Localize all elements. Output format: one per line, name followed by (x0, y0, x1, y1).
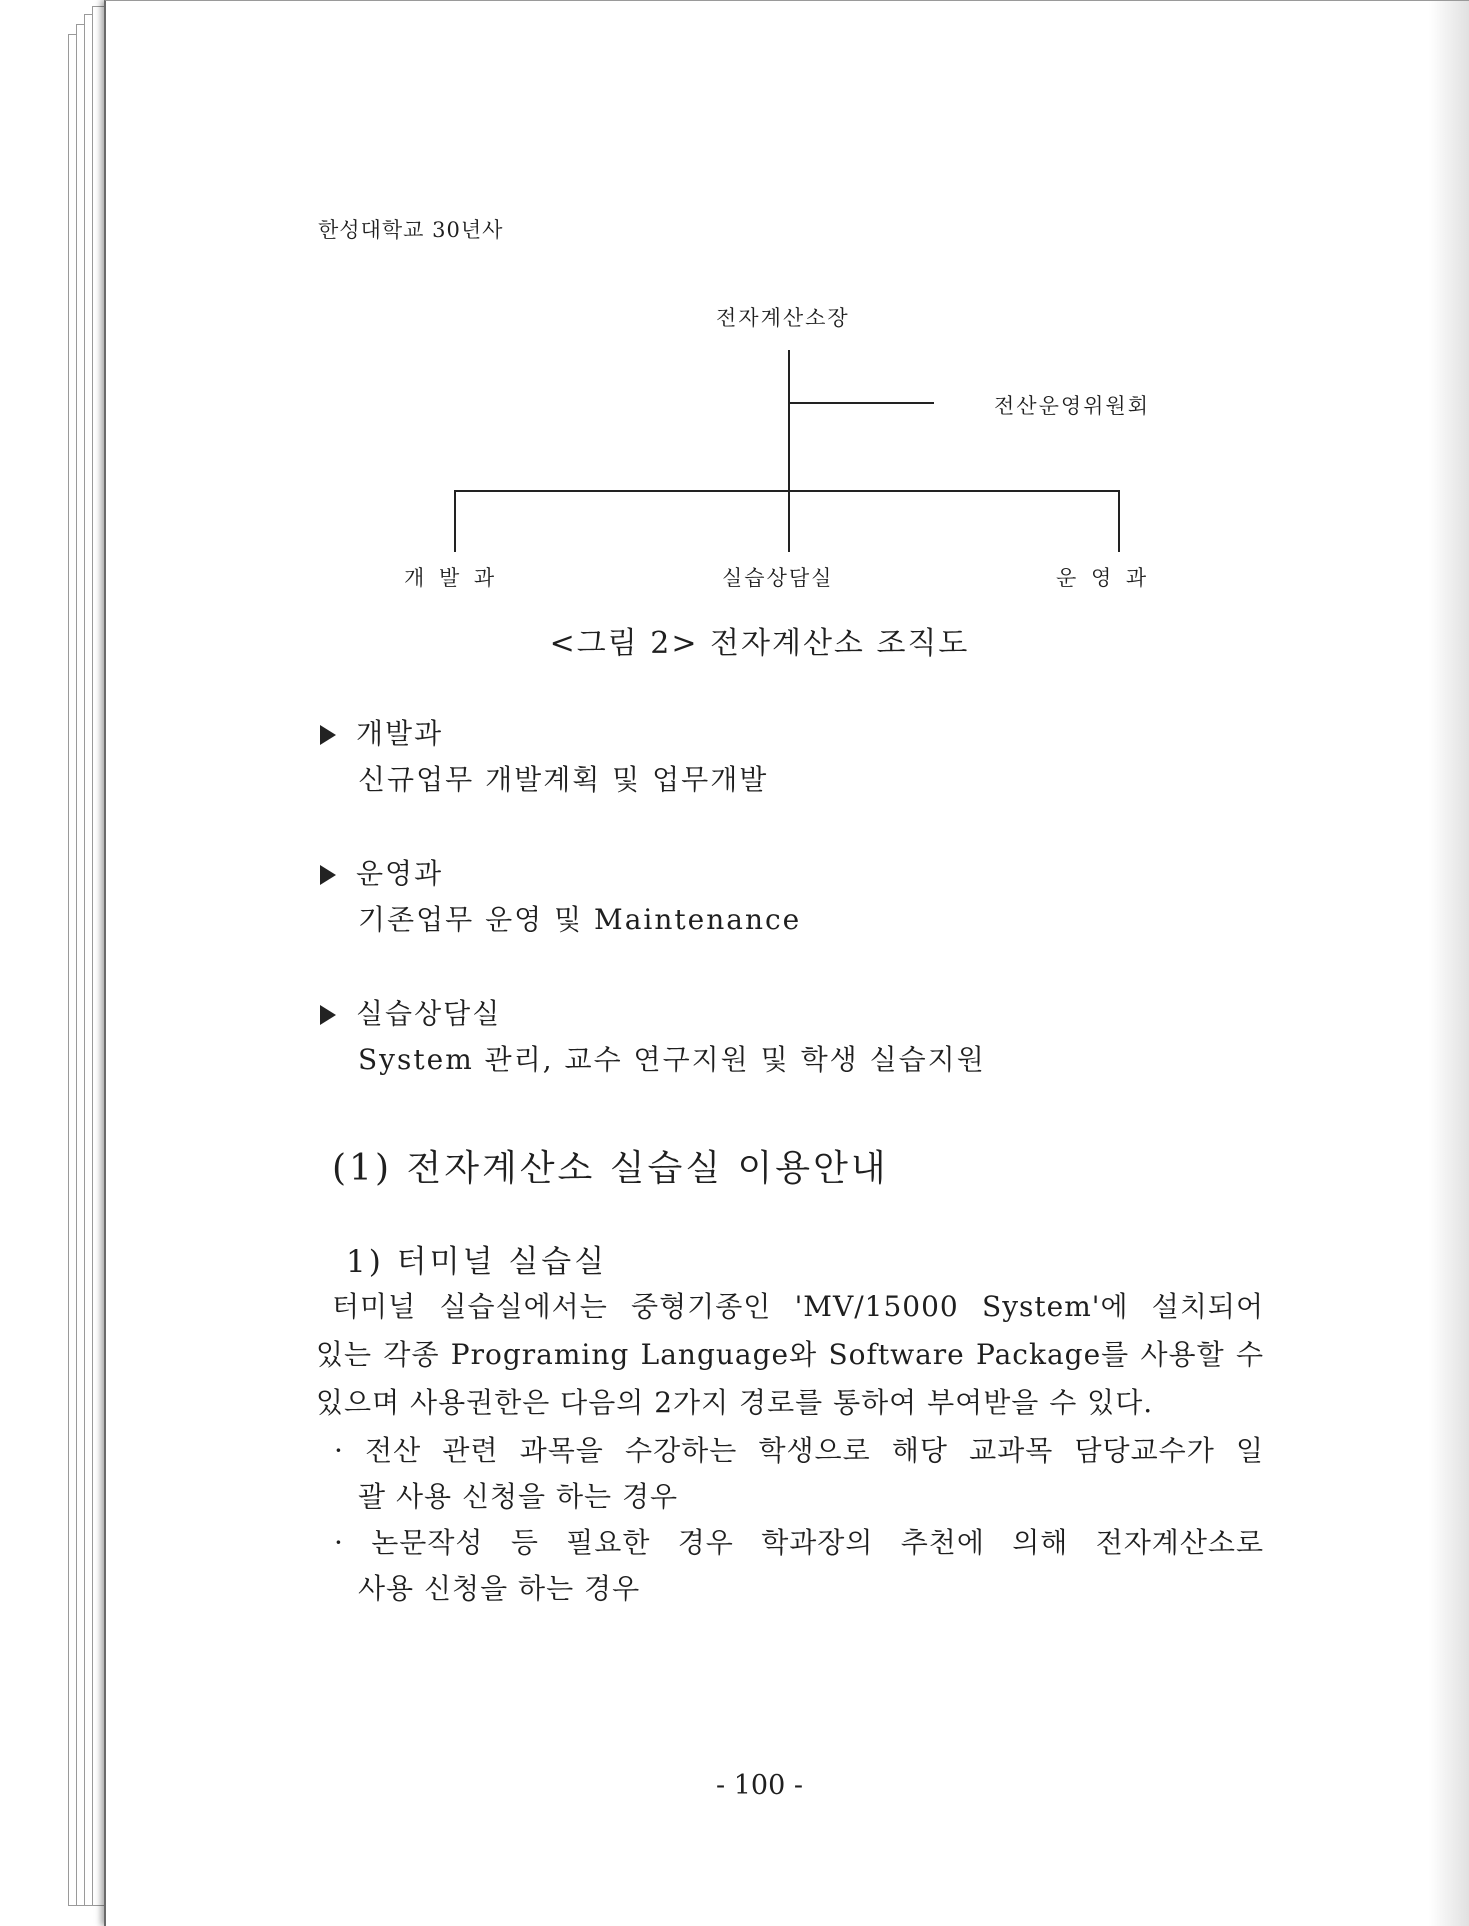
bullet-description: System 관리, 교수 연구지원 및 학생 실습지원 (358, 1043, 986, 1076)
document-page (104, 0, 1469, 1926)
bullet-description: 기존업무 운영 및 Maintenance (358, 903, 802, 936)
triangle-bullet-icon (320, 1005, 336, 1025)
org-drop-line (1118, 490, 1120, 552)
org-dept-node: 운 영 과 (1056, 566, 1151, 590)
list-item-line: · 전산 관련 과목을 수강하는 학생으로 해당 교과목 담당교수가 일 (334, 1434, 1264, 1467)
org-dept-node: 실습상담실 (722, 566, 834, 590)
org-top-node: 전자계산소장 (716, 306, 850, 330)
subsection-title: 1) 터미널 실습실 (346, 1244, 608, 1280)
org-branch-line (788, 402, 934, 404)
list-item-line: · 논문작성 등 필요한 경우 학과장의 추천에 의해 전자계산소로 (334, 1526, 1264, 1559)
org-dept-node: 개 발 과 (404, 566, 499, 590)
bullet-heading (320, 712, 443, 752)
org-trunk-line (788, 350, 790, 492)
page-number: - 100 - (716, 1770, 803, 1801)
triangle-bullet-icon (320, 865, 336, 885)
paragraph-line: 있으며 사용권한은 다음의 2가지 경로를 통하여 부여받을 수 있다. (316, 1386, 1154, 1419)
bullet-title: 운영과 (356, 857, 444, 890)
bullet-heading (320, 852, 443, 892)
triangle-bullet-icon (320, 725, 336, 745)
paragraph-line: 터미널 실습실에서는 중형기종인 'MV/15000 System'에 설치되어 (332, 1290, 1264, 1323)
org-drop-line (454, 490, 456, 552)
list-item-line: 괄 사용 신청을 하는 경우 (358, 1480, 679, 1513)
bullet-heading (320, 992, 501, 1032)
org-horizontal-line (454, 490, 1120, 492)
running-head: 한성대학교 30년사 (318, 218, 504, 242)
bullet-title: 개발과 (356, 717, 444, 750)
figure-caption: <그림 2> 전자계산소 조직도 (549, 626, 970, 661)
org-drop-line (788, 490, 790, 552)
org-committee-node: 전산운영위원회 (994, 394, 1151, 418)
bullet-description: 신규업무 개발계획 및 업무개발 (358, 763, 769, 796)
bullet-title: 실습상담실 (356, 997, 502, 1030)
section-title: (1) 전자계산소 실습실 이용안내 (332, 1148, 889, 1189)
list-item-line: 사용 신청을 하는 경우 (358, 1572, 641, 1605)
paragraph-line: 있는 각종 Programing Language와 Software Package를 사용할 수 (316, 1338, 1264, 1371)
